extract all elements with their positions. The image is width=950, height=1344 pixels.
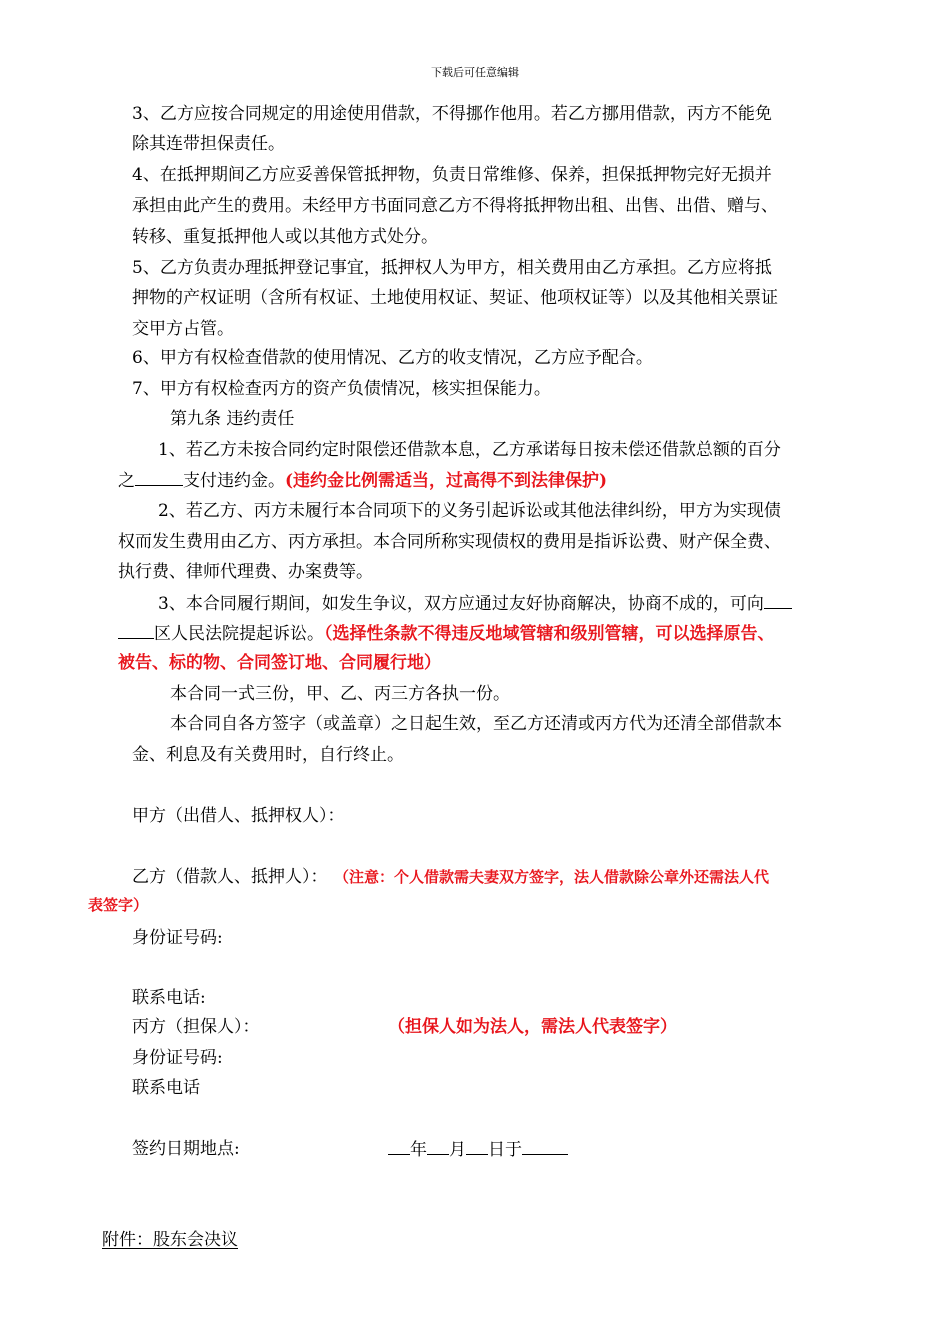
- clause-5-line-1: 5、乙方负责办理抵押登记事宜，抵押权人为甲方，相关费用由乙方承担。乙方应将抵: [132, 258, 772, 278]
- effect-line-2: 金、利息及有关费用时，自行终止。: [132, 745, 404, 765]
- p3-court-text: 区人民法院提起诉讼。: [154, 624, 324, 644]
- party-b-id-label: 身份证号码:: [132, 928, 223, 948]
- article-9-title: 第九条 违约责任: [170, 409, 295, 429]
- penalty-rate-blank[interactable]: [135, 469, 183, 486]
- jurisdiction-note-b: 被告、标的物、合同签订地、合同履行地）: [118, 653, 441, 673]
- clause-3-line-1: 3、乙方应按合同规定的用途使用借款，不得挪作他用。若乙方挪用借款，丙方不能免: [132, 104, 772, 124]
- clause-4-line-2: 承担由此产生的费用。未经甲方书面同意乙方不得将抵押物出租、出售、出借、赠与、: [132, 196, 778, 216]
- party-b-label: 乙方（借款人、抵押人）：: [132, 867, 328, 887]
- year-blank[interactable]: [388, 1138, 410, 1155]
- clause-4-line-3: 转移、重复抵押他人或以其他方式处分。: [132, 227, 438, 247]
- party-a-label: 甲方（出借人、抵押权人）：: [132, 806, 345, 826]
- place-blank[interactable]: [522, 1138, 568, 1155]
- p3-text: 3、本合同履行期间，如发生争议，双方应通过友好协商解决，协商不成的，可向: [158, 594, 764, 614]
- month-blank[interactable]: [427, 1138, 449, 1155]
- year-label: 年: [410, 1140, 427, 1160]
- day-at-label: 日于: [488, 1140, 522, 1160]
- party-c-id-label: 身份证号码:: [132, 1048, 223, 1068]
- article-9-p1-line-1: 1、若乙方未按合同约定时限偿还借款本息，乙方承诺每日按未偿还借款总额的百分: [158, 440, 781, 460]
- article-9-p2-line-2: 权而发生费用由乙方、丙方承担。本合同所称实现债权的费用是指诉讼费、财产保全费、: [118, 532, 781, 552]
- penalty-note: (违约金比例需适当，过高得不到法律保护): [285, 471, 608, 491]
- jurisdiction-note-a: （选择性条款不得违反地域管辖和级别管辖，可以选择原告、: [324, 624, 775, 644]
- court-blank-1[interactable]: [764, 592, 792, 609]
- month-label: 月: [449, 1140, 466, 1160]
- party-b-row: [132, 866, 769, 888]
- signing-date-label: 签约日期地点:: [132, 1139, 240, 1159]
- party-c-label: 丙方（担保人）：: [132, 1017, 260, 1037]
- signing-date-fields: [388, 1138, 568, 1161]
- effect-line-1: 本合同自各方签字（或盖章）之日起生效，至乙方还清或丙方代为还清全部借款本: [170, 714, 782, 734]
- clause-4-line-1: 4、在抵押期间乙方应妥善保管抵押物，负责日常维修、保养，担保抵押物完好无损并: [132, 165, 772, 185]
- p1-prefix: 之: [118, 471, 135, 491]
- clause-6: 6、甲方有权检查借款的使用情况、乙方的收支情况，乙方应予配合。: [132, 348, 653, 368]
- article-9-p2-line-1: 2、若乙方、丙方未履行本合同项下的义务引起诉讼或其他法律纠纷，甲方为实现债: [158, 501, 781, 521]
- article-9-p1-line-2: [118, 469, 607, 492]
- party-b-note-a: （注意：个人借款需夫妻双方签字，法人借款除公章外还需法人代: [341, 868, 770, 886]
- article-9-p2-line-3: 执行费、律师代理费、办案费等。: [118, 562, 373, 582]
- attachment-label: 附件：股东会决议: [102, 1230, 238, 1250]
- clause-5-line-3: 交甲方占管。: [132, 319, 234, 339]
- article-9-p3-line-1: [158, 592, 792, 615]
- day-blank[interactable]: [466, 1138, 488, 1155]
- court-blank-2[interactable]: [118, 622, 154, 639]
- article-9-p3-line-2: [118, 622, 775, 645]
- p1-suffix: 支付违约金。: [183, 471, 285, 491]
- clause-3-line-2: 除其连带担保责任。: [132, 134, 285, 154]
- clause-7: 7、甲方有权检查丙方的资产负债情况，核实担保能力。: [132, 379, 551, 399]
- clause-5-line-2: 押物的产权证明（含所有权证、土地使用权证、契证、他项权证等）以及其他相关票证: [132, 288, 778, 308]
- party-b-note-b: 表签字）: [88, 896, 149, 914]
- page-header: 下载后可任意编辑: [431, 66, 519, 79]
- party-c-phone-label: 联系电话: [132, 1078, 200, 1098]
- copies-statement: 本合同一式三份，甲、乙、丙三方各执一份。: [170, 684, 510, 704]
- party-b-phone-label: 联系电话:: [132, 988, 206, 1008]
- party-c-note: （担保人如为法人，需法人代表签字）: [388, 1017, 677, 1037]
